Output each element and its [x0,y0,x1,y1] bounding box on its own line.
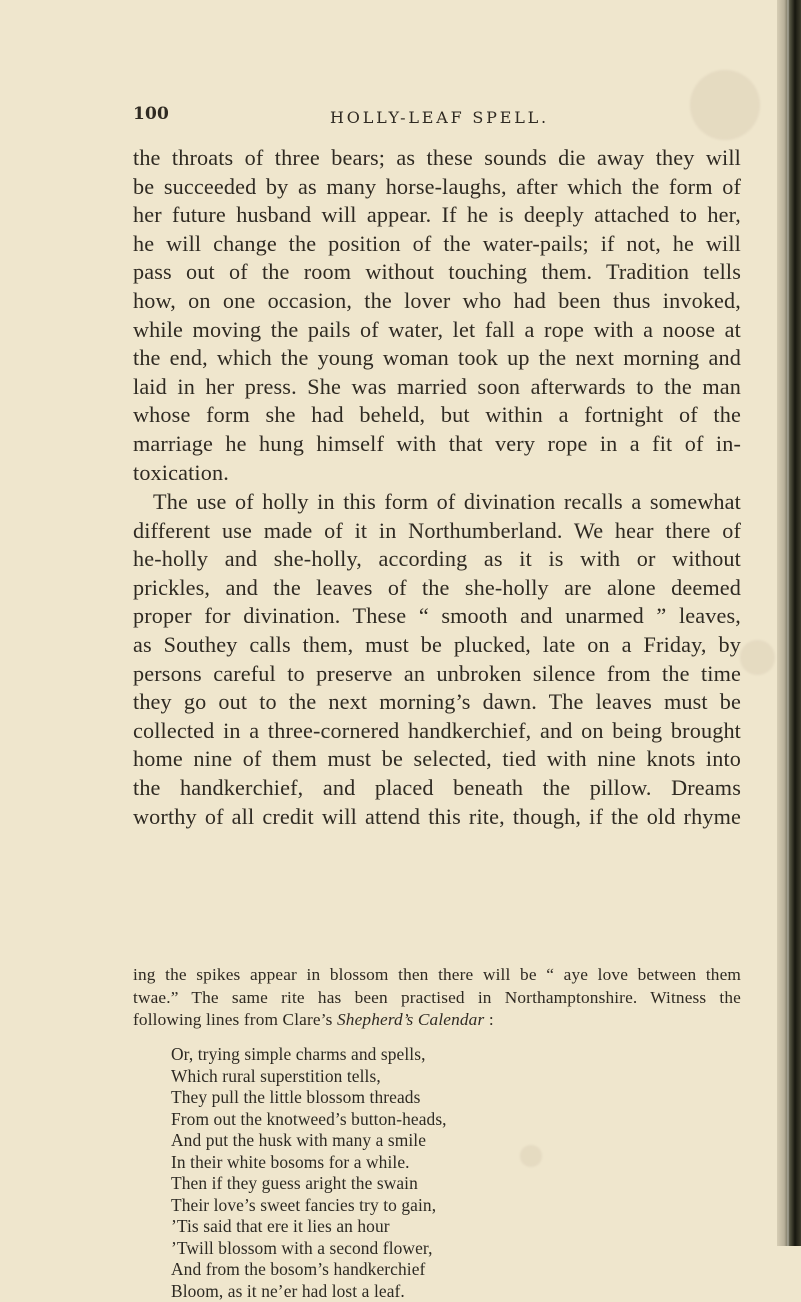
book-title: Shepherd’s Calendar [337,1010,484,1029]
poem-line: And put the husk with many a smile [171,1130,691,1152]
text-line: he will change the position of the water-pails; if not, he will [133,230,741,259]
text-line: they go out to the next morning’s dawn. The leaves must be [133,688,741,717]
book-spine-highlight [787,0,789,1246]
page-header [133,104,746,138]
poem-line: Bloom, as it ne’er had lost a leaf. [171,1281,691,1302]
text-line: her future husband will appear. If he is deeply attached to her, [133,201,741,230]
text-line: laid in her press. She was married soon afterwards to the man [133,373,741,402]
text-line: toxication. [133,459,741,488]
poem-line: Which rural superstition tells, [171,1066,691,1088]
continuation-paragraph [133,964,741,1032]
text-line: The use of holly in this form of divination recalls a somewhat [133,488,741,517]
poem-line: Then if they guess aright the swain [171,1173,691,1195]
text-line: marriage he hung himself with that very rope in a fit of in- [133,430,741,459]
poem-line: Their love’s sweet fancies try to gain, [171,1195,691,1217]
text-line: collected in a three-cornered handkerchief, and on being brought [133,717,741,746]
poem-line: ’Twill blossom with a second flower, [171,1238,691,1260]
small-text-line: twae.” The same rite has been practised in Northamptonshire. Witness the [133,987,741,1010]
text-line: prickles, and the leaves of the she-holly are alone deemed [133,574,741,603]
book-spine-shadow [777,0,801,1246]
text-line: he-holly and she-holly, according as it is with or without [133,545,741,574]
poem-line: From out the knotweed’s button-heads, [171,1109,691,1131]
text-line: the handkerchief, and placed beneath the pillow. Dreams [133,774,741,803]
text-line: how, on one occasion, the lover who had been thus invoked, [133,287,741,316]
text-line: the end, which the young woman took up the next morning and [133,344,741,373]
text-line: pass out of the room without touching them. Tradition tells [133,258,741,287]
running-head: HOLLY-LEAF SPELL. [133,108,746,127]
citation-prefix: following lines from Clare’s [133,1010,337,1029]
text-line: different use made of it in Northumberland. We hear there of [133,517,741,546]
text-line: proper for divination. These “ smooth and unarmed ” leaves, [133,602,741,631]
text-line: home nine of them must be selected, tied with nine knots into [133,745,741,774]
small-text-line: ing the spikes appear in blossom then there will be “ aye love between them [133,964,741,987]
text-line: the throats of three bears; as these sounds die away they will [133,144,741,173]
poem-quotation [171,1044,691,1302]
page-number: 100 [133,104,169,124]
paper-stain [740,640,775,675]
main-paragraph [133,144,741,487]
poem-line: ’Tis said that ere it lies an hour [171,1216,691,1238]
text-line: whose form she had beheld, but within a fortnight of the [133,401,741,430]
second-paragraph [133,488,741,831]
poem-line: Or, trying simple charms and spells, [171,1044,691,1066]
text-line: be succeeded by as many horse-laughs, after which the form of [133,173,741,202]
poem-line: They pull the little blossom threads [171,1087,691,1109]
citation-suffix: : [484,1010,493,1029]
text-line: while moving the pails of water, let fall a rope with a noose at [133,316,741,345]
poem-line: In their white bosoms for a while. [171,1152,691,1174]
text-line: persons careful to preserve an unbroken silence from the time [133,660,741,689]
poem-line: And from the bosom’s handkerchief [171,1259,691,1281]
small-text-line [133,1009,741,1032]
text-line: worthy of all credit will attend this rite, though, if the old rhyme [133,803,741,832]
text-line: as Southey calls them, must be plucked, late on a Friday, by [133,631,741,660]
